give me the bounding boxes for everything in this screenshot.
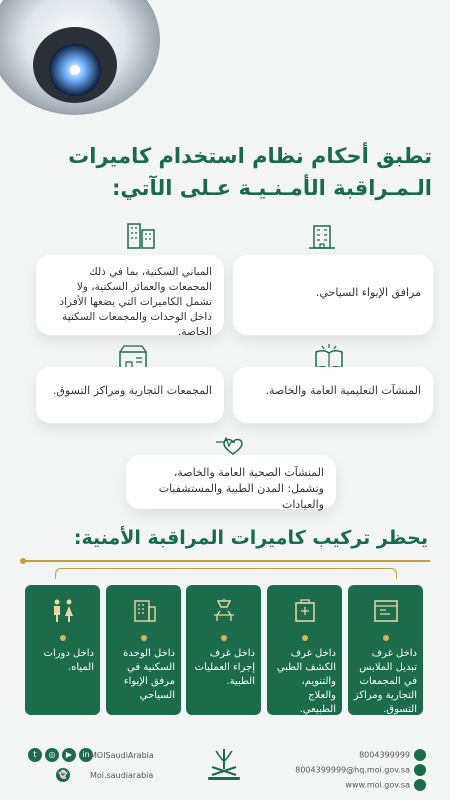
fitting-room-icon <box>372 597 400 625</box>
phone-text: 8004399999 <box>359 750 410 760</box>
hotel-room-icon <box>130 597 158 625</box>
place-text: المنشآت التعليمية العامة والخاصة. <box>265 384 421 397</box>
hotel-building-icon <box>305 220 339 250</box>
card-dot <box>383 635 389 641</box>
medical-exam-icon <box>291 597 319 625</box>
contact-phone[interactable] <box>359 749 426 761</box>
snapchat-group <box>56 768 70 782</box>
main-title-line1: تطبق أحكام نظام استخدام كاميرات <box>68 144 432 168</box>
ban-card-restroom <box>25 585 100 715</box>
linkedin-icon[interactable]: in <box>79 748 93 762</box>
social-icons <box>28 748 93 762</box>
ban-card-surgery <box>186 585 261 715</box>
residential-buildings-icon <box>124 220 158 250</box>
snapchat-handle[interactable]: Moi.saudiarabia <box>90 771 154 780</box>
contact-website[interactable] <box>345 779 426 791</box>
surgery-lamp-icon <box>210 597 238 625</box>
card-dot <box>221 635 227 641</box>
youtube-icon[interactable]: ▶ <box>62 748 76 762</box>
main-title-line2: الـمـراقبة الأمـنـيـة عـلى الآتي: <box>112 176 432 200</box>
contact-email[interactable] <box>295 764 426 776</box>
globe-icon <box>414 779 426 791</box>
ban-card-medical-exam <box>267 585 342 715</box>
ban-card-hotel-room <box>106 585 181 715</box>
card-dot <box>302 635 308 641</box>
ban-text: داخل غرف الكشف الطبي والتنويم، والعلاج الطبيعي. <box>276 648 336 715</box>
email-text: 8004399999@hq.moi.gov.sa <box>295 765 410 775</box>
ban-connector <box>55 568 397 579</box>
ban-card-fitting-room <box>348 585 423 715</box>
snapchat-icon[interactable]: 👻 <box>56 768 70 782</box>
ban-title: يحظر تركيب كاميرات المراقبة الأمنية: <box>73 527 428 549</box>
place-text: مرافق الإيواء السياحي. <box>315 286 421 299</box>
card-dot <box>60 635 66 641</box>
saudi-emblem-icon <box>204 745 244 783</box>
place-card-residential <box>36 255 224 338</box>
ban-text: داخل الوحدة السكنية في مرفق الإيواء السياحي <box>123 648 175 701</box>
ban-text: داخل غرف إجراء العمليات الطبية. <box>194 648 255 687</box>
phone-icon <box>414 749 426 761</box>
place-card-tourism <box>233 255 433 335</box>
ban-text: داخل دورات المياه. <box>43 648 94 673</box>
place-text: المباني السكنية، بما في ذلك المجمعات والعمائر السكنية، ولا تشمل الكاميرات التي يضعها الأفراد داخل الوحدات والمجمعات السكنية الخاصة. <box>59 266 212 338</box>
card-dot <box>141 635 147 641</box>
place-text: المجمعات التجارية ومراكز التسوق. <box>52 384 212 397</box>
twitter-icon[interactable]: t <box>28 748 42 762</box>
instagram-icon[interactable]: ◎ <box>45 748 59 762</box>
website-text: www.moi.gov.sa <box>345 780 410 790</box>
place-card-health <box>126 455 336 509</box>
place-card-education <box>233 367 433 423</box>
security-camera-image <box>0 0 170 140</box>
place-card-mall <box>36 367 224 423</box>
ban-divider <box>20 560 430 562</box>
email-icon <box>414 764 426 776</box>
restroom-icon <box>49 597 77 625</box>
health-hand-heart-icon <box>214 428 252 458</box>
place-text: المنشآت الصحية العامة والخاصة، وتشمل: المدن الطبية والمستشفيات والعيادات <box>158 466 324 511</box>
ban-text: داخل غرف تبديل الملابس في المجمعات التجارية ومراكز التسوق. <box>353 648 417 715</box>
main-title <box>32 140 432 204</box>
social-handle[interactable]: MOISaudiArabia <box>90 751 154 760</box>
